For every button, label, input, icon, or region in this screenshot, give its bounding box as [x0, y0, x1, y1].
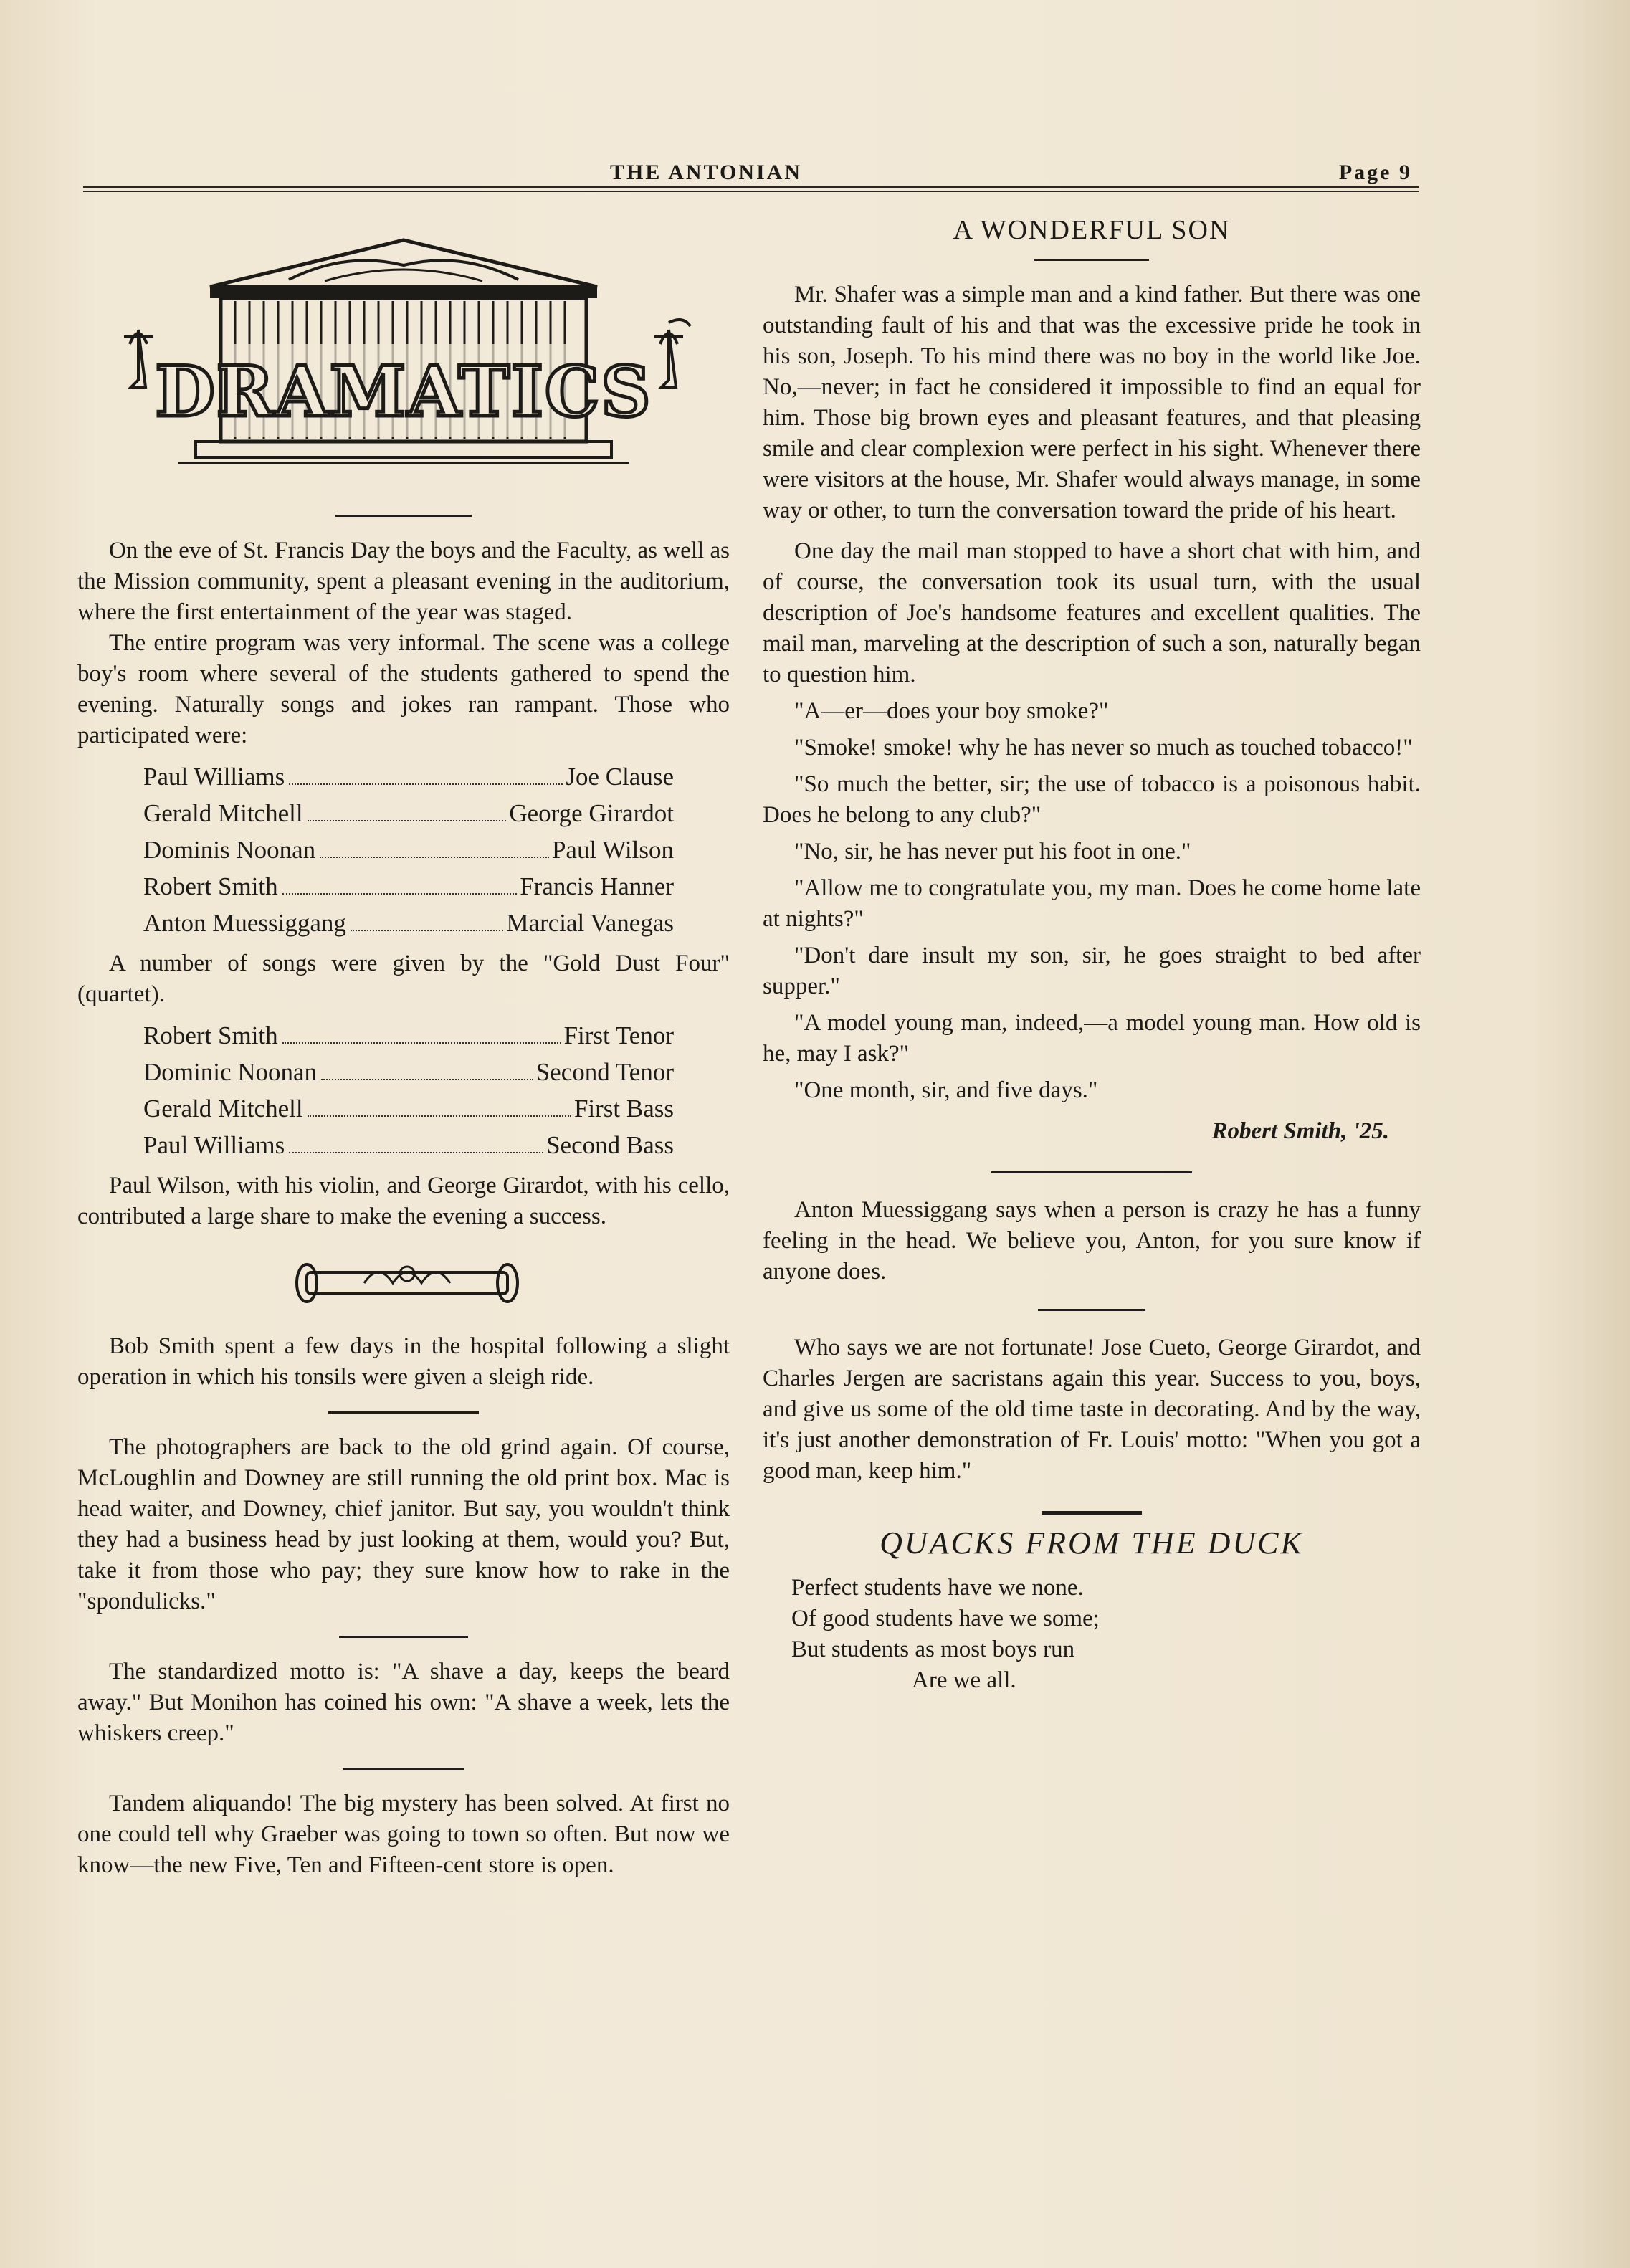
quacks-title: QUACKS FROM THE DUCK	[880, 1525, 1304, 1561]
quacks-poem	[791, 1573, 1421, 1696]
svg-text:DRAMATICS: DRAMATICS	[155, 351, 652, 432]
note-tandem-aliquando: Tandem aliquando! The big mystery has been solved. At first no one could tell why Graeber was going to town so often. But now we know—the new Five, Ten and Fifteen-cent store is open.	[77, 1791, 730, 1878]
story-dialog-line: "No, sir, he has never put his foot in one."	[794, 839, 1191, 864]
dramatics-intro-paragraph-1: On the eve of St. Francis Day the boys and the Faculty, as well as the Mission community, spent a pleasant evening in the auditorium, where the first entertainment of the year was staged.	[77, 538, 730, 625]
header-rule-bottom	[83, 191, 1419, 192]
note-photographers: The photographers are back to the old grind again. Of course, McLoughlin and Downey are still running the old print box. Mac is head waiter, and Downey, chief janitor. But say, you wouldn't think they had a business head by just looking at them, would you? But, take it from those who pay; they sure know how to rake in the "spondulicks."	[77, 1434, 730, 1614]
story-dialog-line: "One month, sir, and five days."	[794, 1077, 1098, 1103]
cast-row: Paul Williams Joe Clause	[143, 763, 674, 791]
quartet-row: Robert Smith First Tenor	[143, 1021, 674, 1049]
separator	[328, 1411, 479, 1414]
right-column	[763, 215, 1421, 1696]
note-sacristans: Who says we are not fortunate! Jose Cueto, George Girardot, and Charles Jergen are sacristans again this year. Success to you, boys, and give us some of the old time taste in decorating. And by the way, it's just another demonstration of Fr. Louis' motto: "When you got a good man, keep him."	[763, 1335, 1421, 1484]
quartet-row: Gerald Mitchell First Bass	[143, 1095, 674, 1123]
quartet-row: Dominic Noonan Second Tenor	[143, 1058, 674, 1086]
story-dialog-line: "So much the better, sir; the use of tobacco is a poisonous habit. Does he belong to any club?"	[763, 771, 1421, 828]
scroll-ornament	[77, 1245, 730, 1324]
poem-line: Are we all.	[912, 1667, 1016, 1693]
songs-paragraph: A number of songs were given by the "Gold Dust Four" (quartet).	[77, 950, 730, 1007]
story-title: A WONDERFUL SON	[953, 215, 1231, 245]
separator	[1038, 1309, 1145, 1311]
quartet-list	[143, 1017, 674, 1163]
note-motto: The standardized motto is: "A shave a day, keeps the beard away." But Monihon has coined his own: "A shave a week, lets the whiskers creep."	[77, 1659, 730, 1746]
story-dialog-line: "A model young man, indeed,—a model young man. How old is he, may I ask?"	[763, 1010, 1421, 1067]
note-anton: Anton Muessiggang says when a person is crazy he has a funny feeling in the head. We believe you, Anton, for you sure know if anyone does.	[763, 1197, 1421, 1285]
header-rule-top	[83, 186, 1419, 188]
cast-row: Anton Muessiggang Marcial Vanegas	[143, 909, 674, 937]
poem-line: Of good students have we some;	[791, 1606, 1100, 1631]
cast-row: Dominis Noonan Paul Wilson	[143, 836, 674, 864]
separator	[335, 515, 472, 517]
separator	[991, 1171, 1192, 1173]
story-author: Robert Smith, '25.	[1211, 1118, 1389, 1144]
story-dialog-line: "Don't dare insult my son, sir, he goes straight to bed after supper."	[763, 943, 1421, 999]
cast-list	[143, 758, 674, 941]
separator	[1034, 259, 1149, 261]
cast-row: Robert Smith Francis Hanner	[143, 872, 674, 900]
separator	[1042, 1511, 1142, 1515]
cast-row: Gerald Mitchell George Girardot	[143, 799, 674, 827]
separator	[339, 1636, 468, 1638]
note-bob-smith: Bob Smith spent a few days in the hospital following a slight operation in which his tonsils were given a sleigh ride.	[77, 1333, 730, 1390]
story-paragraph-2: One day the mail man stopped to have a short chat with him, and of course, the conversation took its usual turn, with the usual description of Joe's handsome features and excellent qualities. The mail man, marveling at the description of such a son, naturally began to question him.	[763, 538, 1421, 687]
left-column	[77, 237, 730, 1881]
dramatics-closing-paragraph: Paul Wilson, with his violin, and George Girardot, with his cello, contributed a large share to make the evening a success.	[77, 1173, 730, 1229]
story-paragraph-1: Mr. Shafer was a simple man and a kind father. But there was one outstanding fault of his and that was the excessive pride he took in his son, Joseph. To his mind there was no boy in the world like Joe. No,—never; in fact he considered it impossible to find an equal for him. Those big brown eyes and pleasant features, and that pleasing smile and clear complexion were perfect in his sight. Whenever there were visitors at the house, Mr. Shafer would always manage, in some way or other, to turn the conversation toward the pride of his heart.	[763, 282, 1421, 523]
dramatics-intro-paragraph-2: The entire program was very informal. The scene was a college boy's room where several of the students gathered to spend the evening. Naturally songs and jokes ran rampant. Those who participated were:	[77, 630, 730, 748]
story-dialog-line: "Allow me to congratulate you, my man. Does he come home late at nights?"	[763, 875, 1421, 932]
dramatics-banner-illustration	[110, 237, 697, 502]
poem-line: But students as most boys run	[791, 1636, 1075, 1662]
quartet-row: Paul Williams Second Bass	[143, 1131, 674, 1159]
page-number: Page 9	[1338, 161, 1412, 184]
magazine-title: THE ANTONIAN	[610, 161, 803, 184]
story-dialog-line: "Smoke! smoke! why he has never so much as touched tobacco!"	[794, 735, 1413, 761]
story-dialog-line: "A—er—does your boy smoke?"	[794, 698, 1109, 724]
separator	[343, 1768, 464, 1770]
poem-line: Perfect students have we none.	[791, 1575, 1084, 1601]
